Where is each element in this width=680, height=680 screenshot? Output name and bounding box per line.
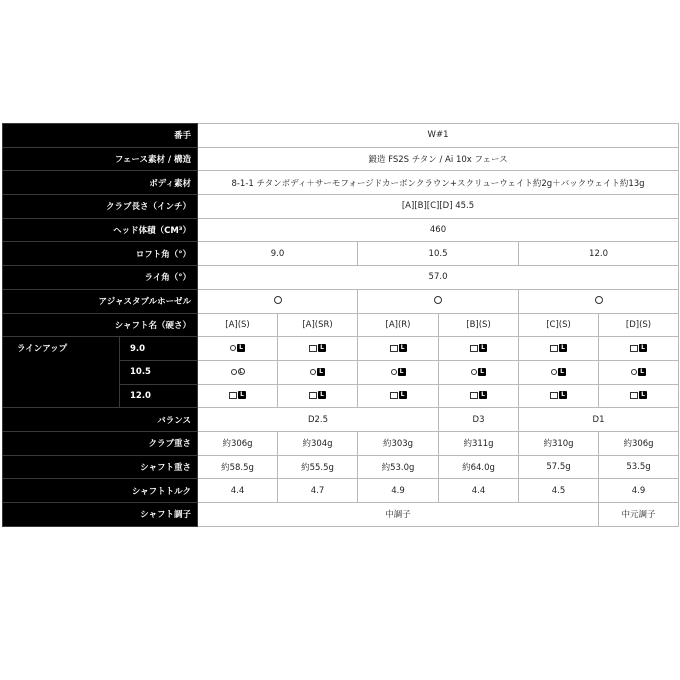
circle-icon (310, 369, 316, 375)
lineup-loft-1: 9.0 (120, 337, 198, 361)
circle-icon (391, 369, 397, 375)
availability-marker (390, 344, 407, 352)
left-hand-badge-icon: L (479, 391, 487, 399)
availability-marker (631, 368, 646, 376)
left-hand-badge-icon: L (558, 368, 566, 376)
availability-marker (470, 344, 487, 352)
club-weight-4: 約311g (439, 431, 519, 455)
lineup-cell (278, 360, 358, 384)
availability-marker (550, 344, 567, 352)
lineup-cell (439, 384, 519, 408)
lineup-cell (198, 384, 278, 408)
label-hosel: アジャスタブルホーゼル (3, 289, 198, 313)
lineup-cell (198, 360, 278, 384)
row-lineup-1 (3, 337, 679, 361)
square-icon (390, 345, 398, 352)
row-body (3, 171, 679, 195)
balance-1: D2.5 (198, 408, 439, 432)
label-volume: ヘッド体積（CM³） (3, 218, 198, 242)
lineup-cell (599, 384, 679, 408)
shaft-6: [D](S) (599, 313, 679, 337)
availability-marker (390, 391, 407, 399)
shaft-torque-4: 4.4 (439, 479, 519, 503)
left-hand-badge-icon: L (478, 368, 486, 376)
circle-icon (631, 369, 637, 375)
value-face: 鍛造 FS2S チタン / Ai 10x フェース (198, 147, 679, 171)
availability-marker (309, 391, 326, 399)
lineup-cell (439, 360, 519, 384)
left-hand-badge-icon: L (317, 368, 325, 376)
left-hand-badge-icon: L (399, 344, 407, 352)
lineup-cell (358, 384, 439, 408)
value-body: 8-1-1 チタンボディ＋サーモフォージドカーボンクラウン+スクリューウェイト約2g＋バックウェイト約13g (198, 171, 679, 195)
left-hand-badge-icon: L (559, 344, 567, 352)
label-lie: ライ角（°） (3, 266, 198, 290)
availability-marker (471, 368, 486, 376)
row-shaft-torque (3, 479, 679, 503)
kick-point-2: 中元調子 (599, 503, 679, 527)
shaft-weight-1: 約58.5g (198, 455, 278, 479)
left-hand-badge-icon: L (559, 391, 567, 399)
row-club-weight (3, 431, 679, 455)
square-icon (550, 392, 558, 399)
circle-icon (230, 345, 236, 351)
shaft-torque-6: 4.9 (599, 479, 679, 503)
shaft-weight-5: 57.5g (519, 455, 599, 479)
lineup-cell (358, 360, 439, 384)
label-face: フェース素材 / 構造 (3, 147, 198, 171)
shaft-2: [A](SR) (278, 313, 358, 337)
label-body: ボディ素材 (3, 171, 198, 195)
lineup-cell (599, 337, 679, 361)
shaft-torque-2: 4.7 (278, 479, 358, 503)
lineup-cell (358, 337, 439, 361)
value-loft-2: 10.5 (358, 242, 519, 266)
circle-icon (471, 369, 477, 375)
availability-marker (309, 344, 326, 352)
availability-marker (470, 391, 487, 399)
left-hand-badge-icon: L (238, 391, 246, 399)
left-hand-badge-icon: L (399, 391, 407, 399)
value-loft-3: 12.0 (519, 242, 679, 266)
value-length: [A][B][C][D] 45.5 (198, 195, 679, 219)
square-icon (470, 345, 478, 352)
value-volume: 460 (198, 218, 679, 242)
row-kick-point (3, 503, 679, 527)
left-hand-badge-icon: L (638, 368, 646, 376)
circle-icon (595, 296, 603, 304)
row-shaft-name (3, 313, 679, 337)
circle-icon (274, 296, 282, 304)
circle-icon (551, 369, 557, 375)
row-shaft-weight (3, 455, 679, 479)
availability-marker (391, 368, 406, 376)
label-shaft-torque: シャフトトルク (3, 479, 198, 503)
value-number: W#1 (198, 124, 679, 148)
availability-marker (229, 391, 246, 399)
club-weight-6: 約306g (599, 431, 679, 455)
lineup-cell (519, 337, 599, 361)
circle-icon (434, 296, 442, 304)
balance-3: D1 (519, 408, 679, 432)
club-weight-5: 約310g (519, 431, 599, 455)
left-hand-badge-icon: L (318, 344, 326, 352)
square-icon (470, 392, 478, 399)
spec-table (2, 123, 679, 527)
row-face (3, 147, 679, 171)
shaft-5: [C](S) (519, 313, 599, 337)
club-weight-3: 約303g (358, 431, 439, 455)
square-icon (229, 392, 237, 399)
shaft-weight-3: 約53.0g (358, 455, 439, 479)
left-hand-badge-icon: L (237, 344, 245, 352)
square-icon (309, 345, 317, 352)
hosel-cell-1 (198, 289, 358, 313)
availability-marker (630, 391, 647, 399)
shaft-weight-4: 約64.0g (439, 455, 519, 479)
lineup-cell (599, 360, 679, 384)
lineup-cell (278, 337, 358, 361)
left-hand-circle-icon: L (239, 369, 243, 376)
hosel-cell-2 (358, 289, 519, 313)
row-loft (3, 242, 679, 266)
label-club-weight: クラブ重さ (3, 431, 198, 455)
shaft-torque-3: 4.9 (358, 479, 439, 503)
row-volume (3, 218, 679, 242)
shaft-torque-5: 4.5 (519, 479, 599, 503)
label-loft: ロフト角（°） (3, 242, 198, 266)
kick-point-1: 中調子 (198, 503, 599, 527)
label-length: クラブ長さ（インチ） (3, 195, 198, 219)
shaft-1: [A](S) (198, 313, 278, 337)
availability-marker (551, 368, 566, 376)
label-number: 番手 (3, 124, 198, 148)
square-icon (630, 392, 638, 399)
club-weight-2: 約304g (278, 431, 358, 455)
row-balance (3, 408, 679, 432)
availability-marker (550, 391, 567, 399)
row-hosel (3, 289, 679, 313)
left-hand-badge-icon: L (639, 391, 647, 399)
shaft-4: [B](S) (439, 313, 519, 337)
square-icon (630, 345, 638, 352)
lineup-cell (519, 360, 599, 384)
lineup-cell (278, 384, 358, 408)
square-icon (550, 345, 558, 352)
left-hand-badge-icon: L (639, 344, 647, 352)
availability-marker (231, 368, 245, 375)
label-shaft-weight: シャフト重さ (3, 455, 198, 479)
balance-2: D3 (439, 408, 519, 432)
lineup-cell (439, 337, 519, 361)
availability-marker (310, 368, 325, 376)
left-hand-badge-icon: L (398, 368, 406, 376)
shaft-weight-2: 約55.5g (278, 455, 358, 479)
lineup-cell (198, 337, 278, 361)
hosel-cell-3 (519, 289, 679, 313)
value-lie: 57.0 (198, 266, 679, 290)
value-loft-1: 9.0 (198, 242, 358, 266)
square-icon (309, 392, 317, 399)
lineup-loft-2: 10.5 (120, 360, 198, 384)
left-hand-badge-icon: L (318, 391, 326, 399)
club-weight-1: 約306g (198, 431, 278, 455)
row-number (3, 124, 679, 148)
row-length (3, 195, 679, 219)
shaft-torque-1: 4.4 (198, 479, 278, 503)
shaft-weight-6: 53.5g (599, 455, 679, 479)
circle-icon (231, 369, 237, 375)
availability-marker (230, 344, 245, 352)
label-shaft-name: シャフト名（硬さ） (3, 313, 198, 337)
availability-marker (630, 344, 647, 352)
left-hand-badge-icon: L (479, 344, 487, 352)
row-lie (3, 266, 679, 290)
label-kick-point: シャフト調子 (3, 503, 198, 527)
lineup-loft-3: 12.0 (120, 384, 198, 408)
label-lineup: ラインアップ (3, 337, 120, 408)
lineup-cell (519, 384, 599, 408)
shaft-3: [A](R) (358, 313, 439, 337)
label-balance: バランス (3, 408, 198, 432)
square-icon (390, 392, 398, 399)
